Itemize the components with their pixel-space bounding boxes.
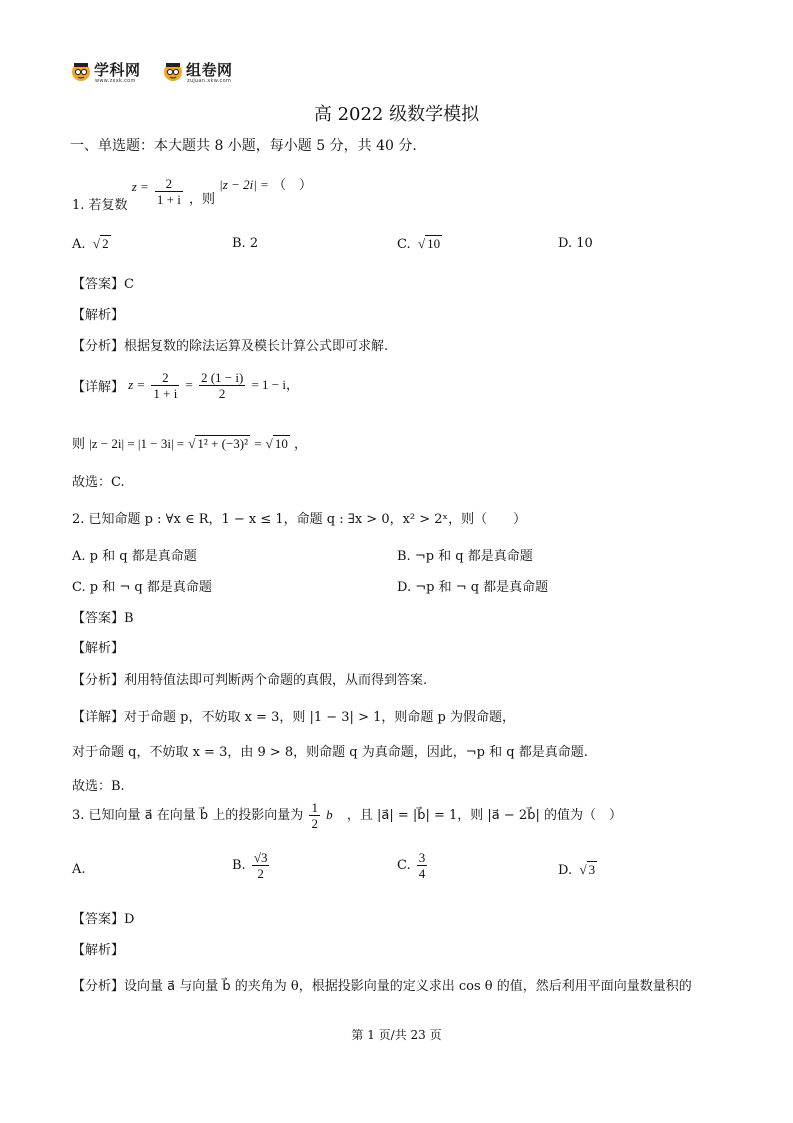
q1-option-c-label: C. xyxy=(397,237,411,252)
q3-option-d[interactable]: D. √ 3 xyxy=(558,862,596,878)
q1-prefix: 1. 若复数 xyxy=(72,198,128,213)
q1-option-b[interactable]: B. 2 xyxy=(232,236,259,251)
q3-option-c-den: 4 xyxy=(418,866,426,881)
q3-answer: 【答案】D xyxy=(72,912,135,927)
logo-xuekewang[interactable] xyxy=(70,58,152,86)
q1-detail-head: 【详解】 xyxy=(72,380,125,395)
q1-abs-expr: |z − 2i| = xyxy=(219,177,269,192)
q3-option-c-num: 3 xyxy=(418,850,426,865)
q3-option-b-num: √3 xyxy=(253,850,268,865)
q1-detail-frac2 xyxy=(199,370,245,401)
q3-option-c-label: C. xyxy=(397,858,411,873)
q1-frac-num: 2 xyxy=(155,176,183,192)
q1-line2-sqrt: 1² + (−3)² xyxy=(197,436,249,451)
q3-option-b-label: B. xyxy=(232,858,246,873)
q1-detail xyxy=(72,370,299,401)
q3-stem-post: ，且 |a⃗| = |b⃗| = 1，则 |a⃗ − 2b⃗| 的值为（ ） xyxy=(346,808,622,823)
q2-detail-1: 【详解】对于命题 p，不妨取 x = 3，则 |1 − 3| > 1，则命题 p 为假命题， xyxy=(72,710,515,725)
mascot-icon xyxy=(162,60,184,82)
q1-conclusion: 故选：C. xyxy=(72,475,125,490)
q2-analysis: 【分析】利用特值法即可判断两个命题的真假，从而得到答案. xyxy=(72,673,428,688)
q2-option-a[interactable]: A. p 和 q 都是真命题 xyxy=(72,549,197,564)
q3-option-d-label: D. xyxy=(558,863,573,878)
logo-url: www.zxxk.com xyxy=(95,78,136,84)
q3-option-b-frac xyxy=(252,850,270,881)
logo-name: 组卷网 xyxy=(186,61,233,79)
q1-detail-frac2-num: 2 (1 − i) xyxy=(200,370,244,385)
q1-detail-frac1 xyxy=(151,370,179,401)
q3-analysis-head: 【解析】 xyxy=(72,943,125,958)
q2-analysis-head: 【解析】 xyxy=(72,641,125,656)
q1-option-c[interactable]: C. √ 10 xyxy=(397,236,441,252)
q1-z-lhs: z = xyxy=(131,179,149,194)
q1-option-d[interactable]: D. 10 xyxy=(558,236,593,251)
q2-answer: 【答案】B xyxy=(72,611,134,626)
q3-option-c[interactable] xyxy=(397,850,429,881)
section-heading: 一、单选题：本大题共 8 小题，每小题 5 分，共 40 分. xyxy=(70,138,417,154)
q2-option-b[interactable]: B. ¬p 和 q 都是真命题 xyxy=(397,549,533,564)
q3-frac-den: 2 xyxy=(311,816,318,831)
q2-option-d[interactable]: D. ¬p 和 ¬ q 都是真命题 xyxy=(397,580,549,595)
q3-stem xyxy=(72,800,622,831)
mascot-icon xyxy=(70,60,92,82)
q1-analysis: 【分析】根据复数的除法运算及模长计算公式即可求解. xyxy=(72,339,389,354)
q1-detail-tail: = 1 − i， xyxy=(251,377,299,392)
logo-name: 学科网 xyxy=(94,61,141,79)
q1-paren: （ ） xyxy=(272,178,312,193)
q1-line2-sqrt2: 10 xyxy=(274,436,288,451)
q2-detail-2: 对于命题 q，不妨取 x = 3，由 9 > 8，则命题 q 为真命题，因此，¬p 和 q 都是真命题. xyxy=(72,745,588,760)
q1-detail-line2: 则 |z − 2i| = |1 − 3i| = √ 1² + (−3)² = √ 10 ， xyxy=(72,436,307,452)
q1-line2-expr: |z − 2i| = |1 − 3i| = xyxy=(89,436,185,451)
q2-conclusion: 故选：B. xyxy=(72,779,125,794)
q1-option-a-value: 2 xyxy=(102,236,109,251)
q1-detail-frac1-num: 2 xyxy=(151,370,179,386)
q1-detail-frac2-den: 2 xyxy=(218,386,226,401)
q1-detail-frac1-den: 1 + i xyxy=(153,386,178,401)
q3-option-d-value: 3 xyxy=(588,862,596,877)
q1-stem xyxy=(72,176,312,213)
q3-option-c-frac xyxy=(417,850,428,881)
q3-stem-vec: b⃗ xyxy=(326,807,343,822)
q1-answer: 【答案】C xyxy=(72,277,134,292)
q1-mid: ，则 xyxy=(189,192,216,207)
q1-line2-eq: = xyxy=(254,436,262,451)
q1-detail-eq: z = xyxy=(128,377,146,392)
q1-option-a-label: A. xyxy=(72,237,86,252)
logo-url: zujuan.xkw.com xyxy=(187,78,232,84)
q3-option-b[interactable] xyxy=(232,850,271,881)
q1-fraction xyxy=(155,176,183,207)
page-footer: 第 1 页/共 23 页 xyxy=(351,1028,442,1042)
page-title: 高 2022 级数学模拟 xyxy=(313,104,480,125)
q1-line2-pre: 则 xyxy=(72,437,86,452)
q3-stem-pre: 3. 已知向量 a⃗ 在向量 b⃗ 上的投影向量为 xyxy=(72,808,304,823)
q3-analysis: 【分析】设向量 a⃗ 与向量 b⃗ 的夹角为 θ，根据投影向量的定义求出 cos θ 的值，然后利用平面向量数量积的 xyxy=(72,979,692,994)
q2-stem: 2. 已知命题 p : ∀x ∈ R，1 − x ≤ 1，命题 q : ∃x > 0，x² > 2ˣ，则（ ） xyxy=(72,512,527,527)
q1-option-a[interactable]: A. √ 2 xyxy=(72,236,109,252)
q1-option-c-value: 10 xyxy=(427,236,441,251)
q3-option-b-den: 2 xyxy=(257,866,264,881)
q1-detail-eq2: = xyxy=(185,377,193,392)
q3-option-a[interactable]: A. xyxy=(72,862,86,877)
q1-line2-tail: ， xyxy=(293,437,307,452)
logo-zujuanwang[interactable] xyxy=(162,58,244,86)
q3-fraction xyxy=(309,800,320,831)
q1-analysis-head: 【解析】 xyxy=(72,308,125,323)
q1-frac-den: 1 + i xyxy=(156,192,181,207)
q3-frac-num: 1 xyxy=(311,800,318,815)
q2-option-c[interactable]: C. p 和 ¬ q 都是真命题 xyxy=(72,580,212,595)
